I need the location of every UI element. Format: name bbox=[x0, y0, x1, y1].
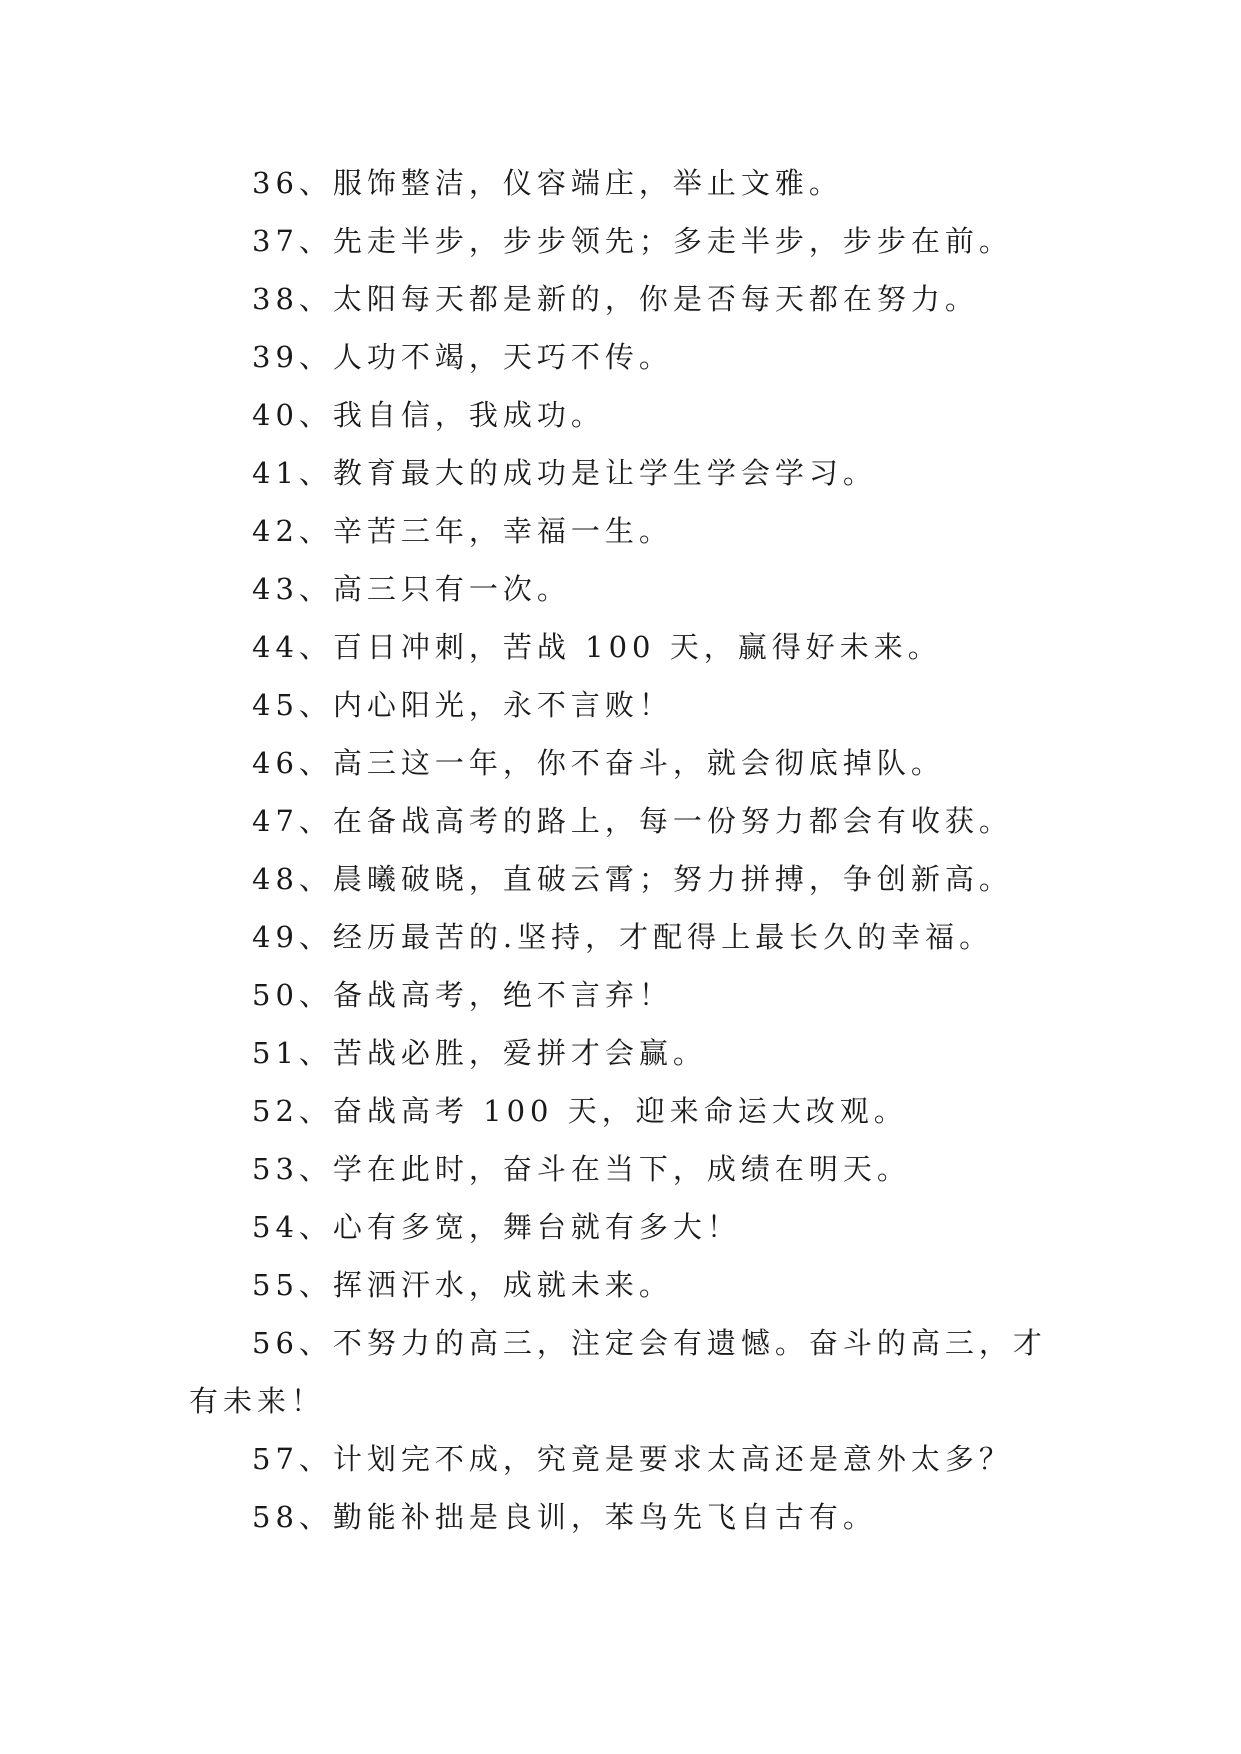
list-item: 42、辛苦三年，幸福一生。 bbox=[252, 514, 673, 548]
list-item: 43、高三只有一次。 bbox=[252, 572, 571, 606]
list-item: 52、奋战高考 100 天，迎来命运大改观。 bbox=[252, 1094, 908, 1128]
slogan-list bbox=[189, 154, 1049, 1546]
list-item: 48、晨曦破晓，直破云霄；努力拼搏，争创新高。 bbox=[252, 862, 1013, 896]
list-item: 41、教育最大的成功是让学生学会学习。 bbox=[252, 456, 877, 490]
list-item: 49、经历最苦的.坚持，才配得上最长久的幸福。 bbox=[252, 920, 994, 954]
list-item: 40、我自信，我成功。 bbox=[252, 398, 605, 432]
list-item: 50、备战高考，绝不言弃！ bbox=[252, 978, 673, 1012]
list-item: 56、不努力的高三，注定会有遗憾。奋斗的高三，才有未来！ bbox=[189, 1326, 1047, 1418]
list-item: 36、服饰整洁，仪容端庄，举止文雅。 bbox=[252, 166, 843, 200]
list-item: 37、先走半步，步步领先；多走半步，步步在前。 bbox=[252, 224, 1013, 258]
list-item: 51、苦战必胜，爱拼才会赢。 bbox=[252, 1036, 707, 1070]
list-item: 57、计划完不成，究竟是要求太高还是意外太多？ bbox=[252, 1442, 1013, 1476]
list-item: 47、在备战高考的路上，每一份努力都会有收获。 bbox=[252, 804, 1013, 838]
list-item: 44、百日冲刺，苦战 100 天，赢得好未来。 bbox=[252, 630, 942, 664]
list-item: 38、太阳每天都是新的，你是否每天都在努力。 bbox=[252, 282, 979, 316]
list-item: 54、心有多宽，舞台就有多大！ bbox=[252, 1210, 741, 1244]
list-item: 53、学在此时，奋斗在当下，成绩在明天。 bbox=[252, 1152, 911, 1186]
list-item: 55、挥洒汗水，成就未来。 bbox=[252, 1268, 673, 1302]
list-item: 45、内心阳光，永不言败！ bbox=[252, 688, 673, 722]
list-item: 46、高三这一年，你不奋斗，就会彻底掉队。 bbox=[252, 746, 945, 780]
list-item: 39、人功不竭，天巧不传。 bbox=[252, 340, 673, 374]
list-item: 58、勤能补拙是良训，苯鸟先飞自古有。 bbox=[252, 1500, 877, 1534]
